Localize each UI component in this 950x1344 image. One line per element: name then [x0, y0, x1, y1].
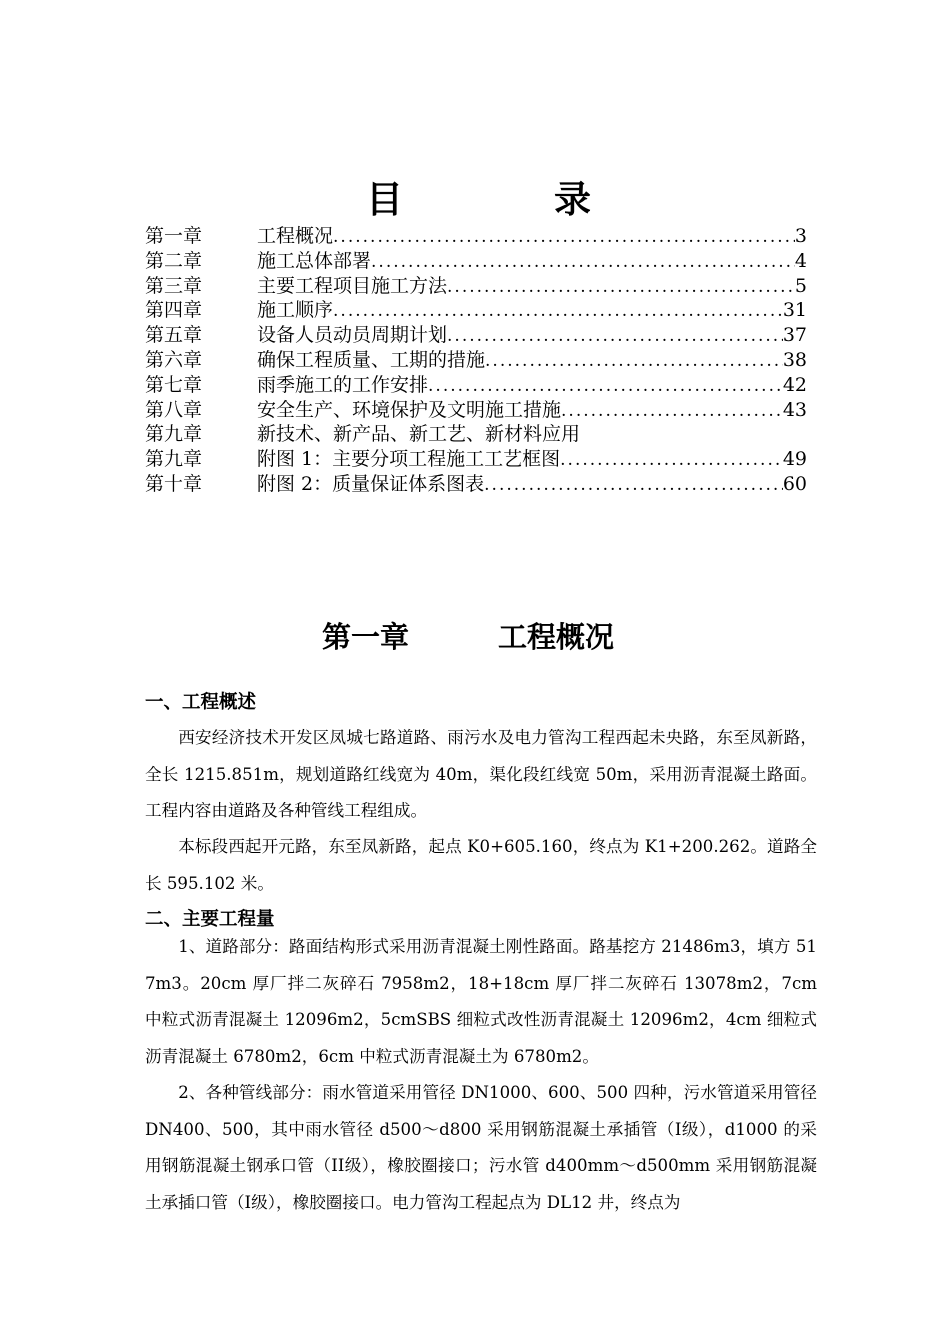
toc-entry[interactable] [145, 224, 807, 249]
toc-leader [484, 473, 783, 497]
toc-page-number: 37 [782, 324, 807, 347]
toc-entry-title: 工程概况 [257, 225, 334, 247]
toc-entry-title: 新技术、新产品、新工艺、新材料应用 [257, 423, 581, 446]
toc-entry[interactable] [145, 472, 807, 497]
toc-page-number: 60 [782, 472, 807, 495]
toc-leader [428, 374, 783, 398]
toc-leader [485, 349, 783, 373]
toc-entry[interactable] [145, 373, 807, 398]
toc-page-number: 49 [782, 448, 807, 471]
toc-chapter: 第二章 [145, 249, 203, 272]
toc-title-char-2: 录 [554, 178, 591, 221]
section-heading: 一、工程概述 [145, 692, 257, 713]
paragraph: 2、各种管线部分：雨水管道采用管径 DN1000、600、500 四种，污水管道采用管径 DN400、500，其中雨水管径 d500～d800 采用钢筋混凝土承插管（I级），d1000 的采用钢筋混凝土钢承口管（II级），橡胶圈接口；污水管 d400mm～d500mm 采用钢筋混凝土承插口管（I级），橡胶圈接口。电力管沟工程起点为 DL12 井，终点为 [145, 1083, 817, 1212]
toc-page-number: 43 [782, 398, 807, 421]
toc-entry[interactable] [145, 249, 807, 274]
chapter-name: 工程概况 [498, 620, 615, 654]
toc-entry-title: 设备人员动员周期计划 [257, 324, 448, 347]
toc-chapter: 第九章 [145, 448, 203, 471]
toc-leader [333, 299, 783, 323]
toc-page-number: 5 [794, 274, 807, 297]
toc-entry-title: 附图 1：主要分项工程施工工艺框图 [257, 448, 561, 471]
toc-entry[interactable] [145, 323, 807, 348]
toc-chapter: 第九章 [145, 423, 203, 446]
toc-chapter: 第八章 [145, 398, 203, 421]
toc-chapter: 第三章 [145, 274, 203, 297]
toc-chapter: 第五章 [145, 324, 203, 347]
paragraph: 西安经济技术开发区凤城七路道路、雨污水及电力管沟工程西起未央路，东至凤新路，全长 1215.851m，规划道路红线宽为 40m，渠化段红线宽 50m，采用沥青混凝土路面。工程内容由道路及各种管线工程组成。 [145, 728, 817, 820]
toc-entry[interactable] [145, 298, 807, 323]
toc-entry[interactable] [145, 398, 807, 423]
toc-entry-title: 主要工程项目施工方法 [257, 274, 448, 297]
toc-entry-title: 确保工程质量、工期的措施 [257, 348, 486, 371]
toc-page-number: 4 [794, 249, 807, 272]
chapter-title [0, 612, 950, 662]
toc-entry[interactable] [145, 422, 807, 447]
toc-entry[interactable] [145, 274, 807, 299]
toc-leader [371, 250, 795, 274]
table-of-contents [145, 224, 807, 497]
toc-entry-title: 雨季施工的工作安排 [257, 373, 429, 396]
toc-chapter: 第十章 [145, 472, 203, 495]
toc-page-number: 38 [782, 348, 807, 371]
toc-page-number: 42 [782, 373, 807, 396]
chapter-number: 第一章 [322, 620, 410, 654]
toc-page-number: 31 [782, 299, 807, 322]
toc-leader [561, 399, 783, 423]
toc-entry-title: 施工总体部署 [257, 249, 372, 272]
paragraph: 1、道路部分：路面结构形式采用沥青混凝土刚性路面。路基挖方 21486m3，填方 517m3。20cm 厚厂拌二灰碎石 7958m2，18+18cm 厚厂拌二灰碎石 13078m2，7cm 中粒式沥青混凝土 12096m2，5cmSBS 细粒式改性沥青混凝土 12096m2，4cm 细粒式沥青混凝土 6780m2，6cm 中粒式沥青混凝土为 6780m2。 [145, 937, 817, 1066]
toc-entry-title: 附图 2：质量保证体系图表 [257, 472, 485, 495]
toc-entry[interactable] [145, 447, 807, 472]
toc-leader [447, 324, 783, 348]
toc-entry-title: 施工顺序 [257, 299, 334, 322]
toc-chapter: 第七章 [145, 373, 203, 396]
section-heading: 二、主要工程量 [145, 909, 275, 930]
toc-chapter: 第一章 [145, 225, 203, 247]
toc-leader [333, 225, 795, 249]
toc-title-char-1: 目 [366, 178, 403, 221]
toc-leader [447, 275, 795, 299]
toc-page-number: 3 [794, 225, 807, 247]
toc-chapter: 第六章 [145, 348, 203, 371]
toc-entry[interactable] [145, 348, 807, 373]
toc-leader [560, 448, 783, 472]
toc-entry-title: 安全生产、环境保护及文明施工措施 [257, 398, 562, 421]
paragraph: 本标段西起开元路，东至凤新路，起点 K0+605.160，终点为 K1+200.262。道路全长 595.102 米。 [145, 837, 817, 893]
toc-chapter: 第四章 [145, 299, 203, 322]
